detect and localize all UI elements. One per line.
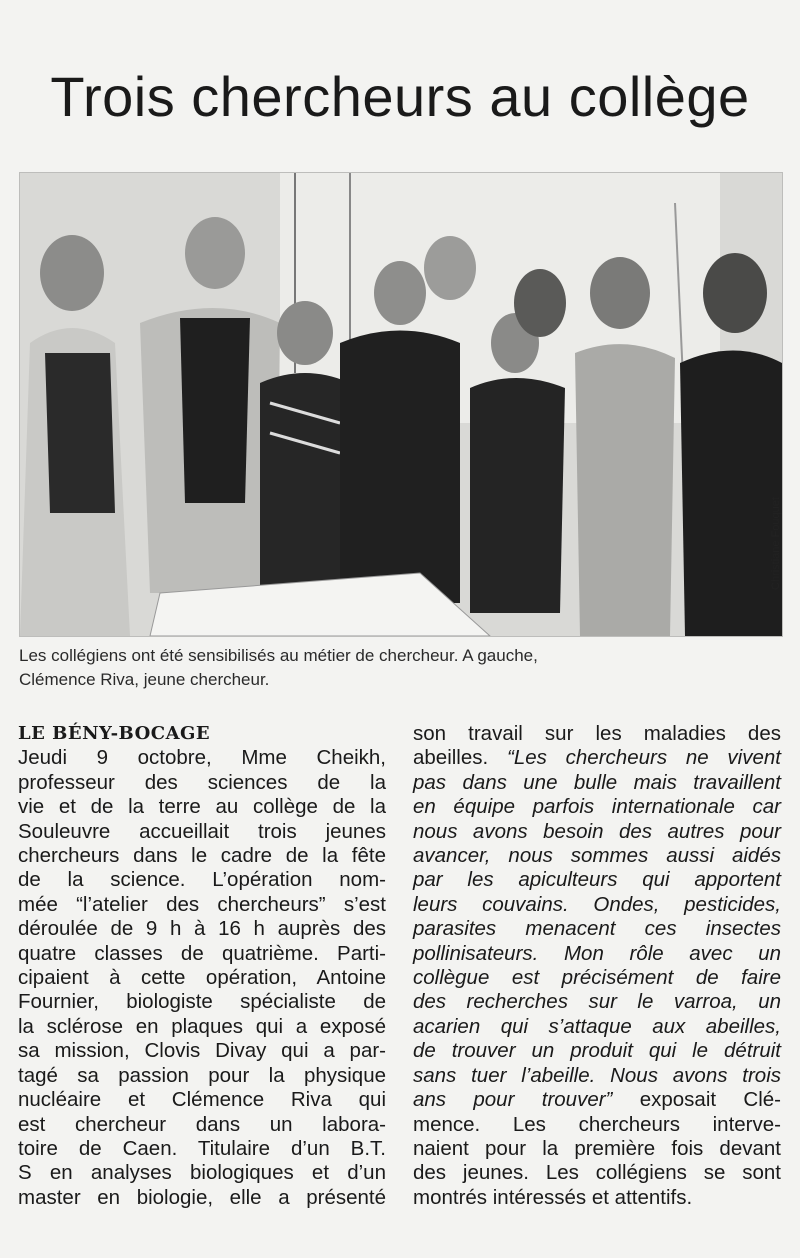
body-line: son travail sur les maladies des xyxy=(413,722,781,745)
quote-line: leurs couvains. Ondes, pesticides, xyxy=(413,892,781,916)
body-line: vie et de la terre au collège de la xyxy=(18,795,386,819)
body-line: des jeunes. Les collégiens se sont xyxy=(413,1161,781,1185)
quote-line: de trouver un produit qui le détruit xyxy=(413,1039,781,1063)
headline: Trois chercheurs au collège xyxy=(50,65,750,128)
column-right xyxy=(413,722,781,1210)
body-line: naient pour la première fois devant xyxy=(413,1136,781,1160)
quote-line: par les apiculteurs qui apportent xyxy=(413,868,781,892)
quote-line: en équipe parfois internationale car xyxy=(413,795,781,819)
quote-line: pas dans une bulle mais travaillent xyxy=(413,770,781,794)
body-line: Fournier, biologiste spécialiste de xyxy=(18,990,386,1014)
photo-illustration xyxy=(20,173,782,636)
body-line: S en analyses biologiques et d’un xyxy=(18,1161,386,1185)
body-line: Jeudi 9 octobre, Mme Cheikh, xyxy=(18,746,386,770)
column-left xyxy=(18,722,386,1210)
body-line: mence. Les chercheurs interve- xyxy=(413,1112,781,1136)
body-line: sa mission, Clovis Divay qui a par- xyxy=(18,1039,386,1063)
photo-credit: Christiane Fouquet xyxy=(770,497,782,590)
body-line: chercheurs dans le cadre de la fête xyxy=(18,844,386,868)
body-line: de la science. L’opération nom- xyxy=(18,868,386,892)
body-line: déroulée de 9 h à 16 h auprès des xyxy=(18,917,386,941)
body-line: Souleuvre accueillait trois jeunes xyxy=(18,819,386,843)
quote-line: parasites menacent ces insectes xyxy=(413,917,781,941)
body-line: est chercheur dans un labora- xyxy=(18,1112,386,1136)
body-line: mée “l’atelier des chercheurs” s’est xyxy=(18,892,386,916)
caption-line: Clémence Riva, jeune chercheur. xyxy=(19,670,270,689)
quote-line: sans tuer l’abeille. Nous avons trois xyxy=(413,1063,781,1087)
dateline: LE BÉNY-BOCAGE xyxy=(18,723,211,744)
quote-line: acarien qui s’attaque aux abeilles, xyxy=(413,1014,781,1038)
quote-line: avancer, nous sommes aussi aidés xyxy=(413,844,781,868)
body-line: la sclérose en plaques qui a exposé xyxy=(18,1014,386,1038)
body-line xyxy=(413,1088,781,1112)
photo-caption xyxy=(19,644,779,692)
body-line: toire de Caen. Titulaire d’un B.T. xyxy=(18,1136,386,1160)
quote-line: des recherches sur le varroa, un xyxy=(413,990,781,1014)
quote-line: nous avons besoin des autres pour xyxy=(413,819,781,843)
body-text: abeilles. xyxy=(413,746,507,770)
body-line xyxy=(413,746,781,770)
body-line: quatre classes de quatrième. Parti- xyxy=(18,941,386,965)
quote-text: ans pour trouver” xyxy=(413,1088,613,1112)
caption-line: Les collégiens ont été sensibilisés au métier de chercheur. A gauche, xyxy=(19,646,538,665)
body-text: exposait Clé- xyxy=(612,1088,781,1112)
body-line: professeur des sciences de la xyxy=(18,770,386,794)
body-line: master en biologie, elle a présenté xyxy=(18,1185,386,1209)
body-line: cipaient à cette opération, Antoine xyxy=(18,966,386,990)
quote-line: pollinisateurs. Mon rôle avec un xyxy=(413,941,781,965)
article-body xyxy=(18,722,784,1242)
body-line: nucléaire et Clémence Riva qui xyxy=(18,1088,386,1112)
body-line: tagé sa passion pour la physique xyxy=(18,1063,386,1087)
group-photo xyxy=(19,172,783,637)
body-line: montrés intéressés et attentifs. xyxy=(413,1185,693,1209)
quote-line: collègue est précisément de faire xyxy=(413,966,781,990)
quote-text: “Les chercheurs ne vivent xyxy=(507,746,781,770)
